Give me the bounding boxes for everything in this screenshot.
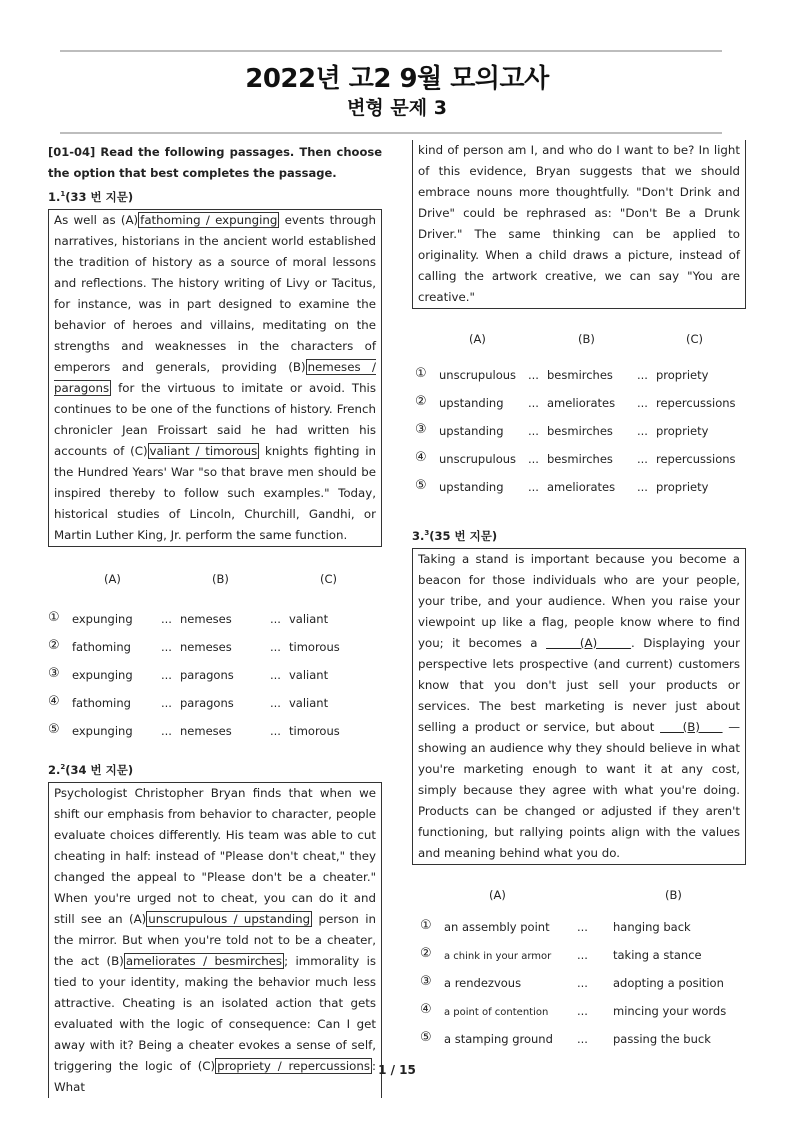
q2-option[interactable]: ④ unscrupulous ... besmirches ... repercussions: [415, 450, 736, 466]
q1-option[interactable]: ③ expunging ... paragons ... valiant: [48, 665, 329, 682]
q1-heading: 1.$^1$(33 번 지문): [48, 189, 134, 204]
q3-passage: Taking a stand is important because you become a beacon for those individuals who are your people, your tribe, and your audience. When you raise your viewpoint up like a flag, people know where to find you; it becomes a (A) . Displaying your perspective lets prospective (and current) customers know that you don't just sell your products or services. The best marketing is never just about selling a product or service, but about (B) — showing an audience why they should believe in what you're marketing enough to want it at any cost, simply because they agree with what you're doing. Products can be changed or adjusted if they aren't functioning, but rallying points align with the values and meaning behind what you do.: [412, 548, 746, 865]
left-column: [48, 142, 382, 1098]
q1-options: [48, 605, 382, 745]
q2-option[interactable]: ③ upstanding ... besmirches ... propriety: [415, 422, 709, 438]
q2-choice-a: unscrupulous / upstanding: [148, 911, 311, 926]
q3-option-headers: (A) (B): [489, 887, 682, 902]
q2-option[interactable]: ⑤ upstanding ... ameliorates ... propriety: [415, 478, 709, 494]
q2-choice-b: ameliorates / besmirches: [125, 953, 283, 968]
q1-option[interactable]: ⑤ expunging ... nemeses ... timorous: [48, 721, 340, 738]
q1-option[interactable]: ① expunging ... nemeses ... valiant: [48, 609, 329, 626]
q1-option[interactable]: ④ fathoming ... paragons ... valiant: [48, 693, 329, 710]
page-subtitle: 변형 문제 3: [347, 97, 447, 119]
q3-heading: 3.$^3$(35 번 지문): [412, 528, 498, 543]
page-title: 2022년 고2 9월 모의고사: [245, 64, 549, 94]
q2-heading: 2.$^2$(34 번 지문): [48, 762, 134, 777]
q2-choice-c: propriety / repercussions: [217, 1058, 371, 1073]
q3-option[interactable]: ② a chink in your armor ... taking a stance: [420, 945, 702, 962]
q1-choice-b: nemeses / paragons: [54, 359, 377, 395]
q3-option[interactable]: ⑤ a stamping ground ... passing the buck: [420, 1029, 711, 1046]
q2-passage-continued: kind of person am I, and who do I want to be? In light of this evidence, Bryan suggests that we should embrace nouns more thoughtfully. "Don't Drink and Drive" could be rephrased as: "Don't Be a Drunk Driver." The same thinking can be applied to originality. When a child draws a picture, instead of calling the artwork creative, we can say "You are creative.": [412, 140, 746, 309]
page-number: 1 / 15: [378, 1063, 416, 1077]
q2-option[interactable]: ② upstanding ... ameliorates ... repercussions: [415, 394, 736, 410]
q1-choice-c: valiant / timorous: [149, 443, 258, 458]
q3-blank-b: (B): [660, 719, 723, 734]
q1-option[interactable]: ② fathoming ... nemeses ... timorous: [48, 637, 340, 654]
q3-blank-a: (A): [546, 635, 632, 650]
top-rule: [60, 50, 722, 52]
q1-passage: As well as (A) fathoming / expunging events through narratives, historians in the ancient world established the tradition of history as a source of moral lessons and reflections. The history writing of Livy or Tacitus, for instance, was in part designed to examine the behavior of heroes and villains, meditating on the strengths and weaknesses in the characters of emperors and generals, providing (B) nemeses / paragons for the virtuous to imitate or avoid. This continues to be one of the functions of history. French chronicler Jean Froissart said he had written his accounts of (C) valiant / timorous knights fighting in the Hundred Years' War "so that brave men should be inspired thereby to follow such examples." Today, historical studies of Lincoln, Churchill, Gandhi, or Martin Luther King, Jr. perform the same function.: [48, 209, 382, 547]
q3-option[interactable]: ③ a rendezvous ... adopting a position: [420, 973, 724, 990]
q2-option[interactable]: ① unscrupulous ... besmirches ... propriety: [415, 366, 709, 382]
right-column: [412, 140, 746, 1053]
q2-options: [412, 361, 746, 501]
q2-passage: Psychologist Christopher Bryan finds that when we shift our emphasis from behavior to character, people evaluate choices differently. His team was able to cut cheating in half: instead of "Please don't cheat," they changed the appeal to "Please don't be a cheater." When you're urged not to cheat, you can do it and still see an (A) unscrupulous / upstanding person in the mirror. But when you're told not to be a cheater, the act (B) ameliorates / besmirches ; immorality is tied to your identity, making the behavior much less attractive. Cheating is an isolated action that gets evaluated with the logic of consequence: Can I get away with it? Being a cheater evokes a sense of self, triggering the logic of (C) propriety / repercussions : What: [48, 782, 382, 1098]
title-rule: [60, 132, 722, 134]
q3-option[interactable]: ① an assembly point ... hanging back: [420, 917, 691, 934]
q3-option[interactable]: ④ a point of contention ... mincing your words: [420, 1001, 727, 1018]
instruction: [01-04] Read the following passages. Then choose the option that best completes the passage.: [48, 145, 382, 180]
q3-options: [412, 913, 746, 1053]
q2-option-headers: (A) (B) (C): [469, 332, 704, 346]
q1-choice-a: fathoming / expunging: [140, 212, 278, 227]
q1-option-headers: (A) (B) (C): [104, 571, 338, 586]
